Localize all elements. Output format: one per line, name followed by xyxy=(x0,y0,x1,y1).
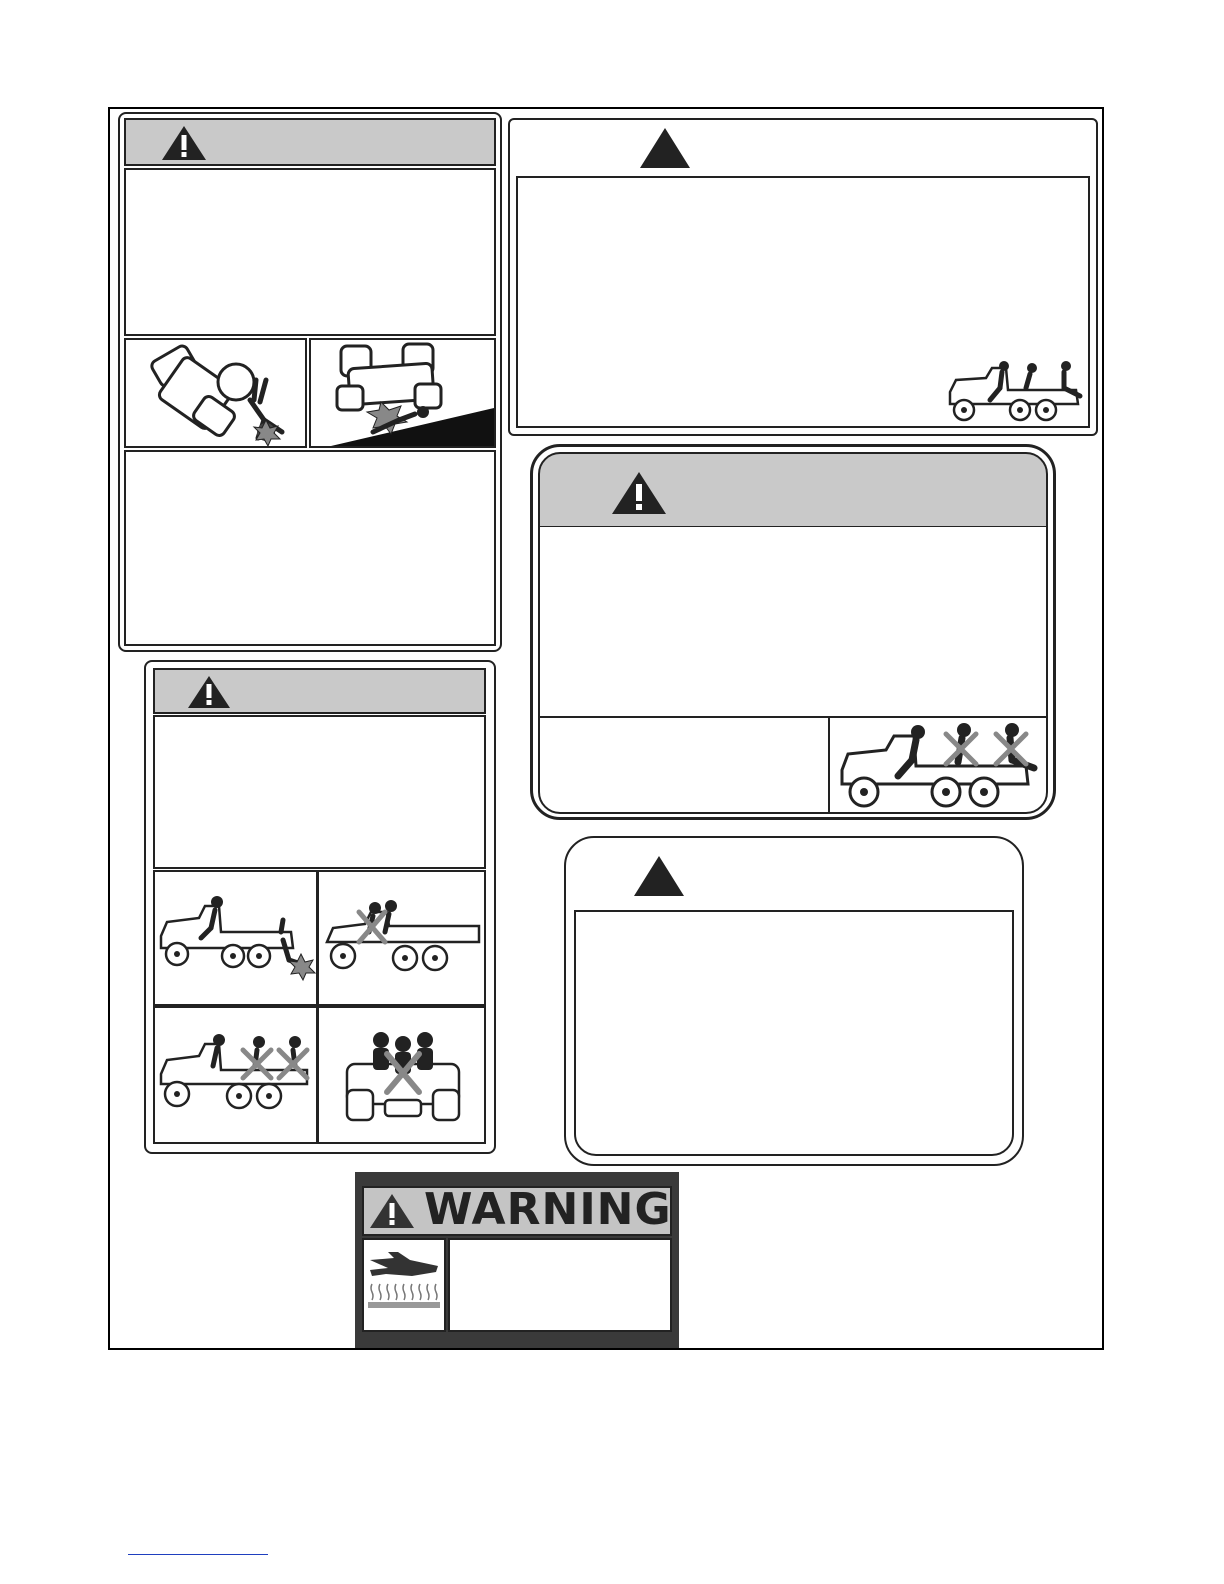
decal-rollover-text-top xyxy=(124,168,496,336)
front-seat-overload-icon xyxy=(319,1008,484,1142)
passenger-cargo-bed-icon xyxy=(946,360,1086,424)
warning-signal-word: WARNING xyxy=(424,1184,672,1235)
warning-triangle-icon xyxy=(368,1192,416,1230)
passenger-cab-overload-icon xyxy=(319,872,484,1004)
decal-cargo-bed-subtext xyxy=(538,716,830,814)
pictogram-front-seat-overload xyxy=(317,1006,486,1144)
hot-surface-pictogram-panel xyxy=(362,1238,446,1332)
warning-triangle-icon xyxy=(638,126,692,170)
footer-link-underline[interactable] xyxy=(128,1554,268,1555)
warning-triangle-icon xyxy=(160,124,208,162)
pictogram-cargo-fall xyxy=(153,870,318,1006)
passenger-cargo-bed-icon xyxy=(830,718,1046,812)
hot-surface-text-panel xyxy=(448,1238,672,1332)
vehicle-rollover-slope-icon xyxy=(311,340,494,446)
pictogram-cab-overload xyxy=(317,870,486,1006)
decal-operation-text xyxy=(574,910,1014,1156)
vehicle-rollover-icon xyxy=(126,340,305,446)
decal-rollover-text-bottom xyxy=(124,450,496,646)
decal-cargo-bed-text xyxy=(538,527,1048,718)
warning-triangle-icon xyxy=(610,470,668,516)
slope-pictogram-panel xyxy=(309,338,496,448)
pictogram-bed-riders xyxy=(153,1006,318,1144)
warning-triangle-icon xyxy=(186,674,232,710)
decal-passenger-text-box xyxy=(153,715,486,869)
cargo-bed-pictogram-panel xyxy=(828,716,1048,814)
passenger-bed-riders-icon xyxy=(155,1008,316,1142)
hot-surface-hand-icon xyxy=(364,1240,444,1330)
passenger-fall-icon xyxy=(155,872,316,1004)
rollover-pictogram-panel xyxy=(124,338,307,448)
warning-triangle-icon xyxy=(632,854,686,898)
